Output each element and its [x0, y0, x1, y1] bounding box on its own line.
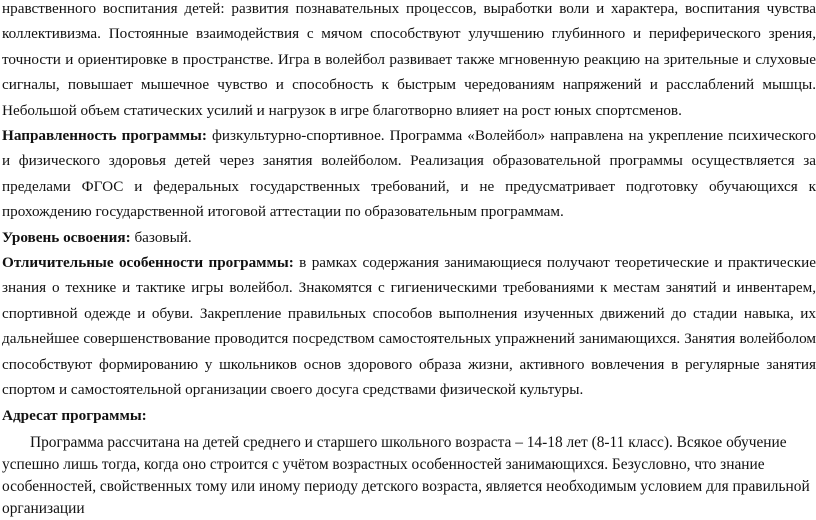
features-label: Отличительные особенности программы:: [2, 254, 294, 272]
features-paragraph: [0, 250, 816, 402]
intro-text: нравственного воспитания детей: развития познавательных процессов, выработки воли и характера, воспитания чувства коллективизма. Постоянные взаимодействия с мячом способствуют улучшению глубинного и периферического зрения, точности и ориентировке в пространстве. Игра в волейбол развивает также мгновенную реакцию на зрительные и слуховые сигналы, повышает мышечное чувство и способность к быстрым чередованиям напряжений и расслаблений мышцы. Небольшой объем статических усилий и нагрузок в игре благотворно влияет на рост юных спортсменов.: [2, 0, 816, 119]
level-text: базовый.: [130, 228, 192, 246]
direction-paragraph: [0, 123, 816, 225]
addressee-heading: Адресат программы:: [2, 406, 147, 424]
features-text: в рамках содержания занимающиеся получают теоретические и практические знания о технике и тактике игры волейбол. Знакомятся с гигиеническими требованиями к местам занятий и инвентарем, спортивной одежде и обуви. Закрепление правильных способов выполнения изученных движений до стадии навыка, их дальнейшее совершенствование проводится посредством самостоятельных упражнений занимающихся. Занятия волейболом способствуют формированию у школьников основ здорового образа жизни, активного вовлечения в регулярные занятия спортом и самостоятельной организации своего досуга средствами физической культуры.: [2, 254, 816, 399]
level-label: Уровень освоения:: [2, 228, 131, 246]
addressee-text: Программа рассчитана на детей среднего и старшего школьного возраста – 14-18 лет (8-11 класс). Всякое обучение успешно лишь тогда, когда оно строится с учётом возрастных особенностей занимающихся. Безусловно, что знание особенностей, свойственных тому или иному периоду детского возраста, является необходимым условием для правильной организации: [2, 433, 810, 517]
direction-text: физкультурно-спортивное. Программа «Волейбол» направлена на укрепление психического и физического здоровья детей через занятия волейболом. Реализация образовательной программы осуществляется за пределами ФГОС и федеральных государственных требований, и не предусматривает подготовку обучающихся к прохождению государственной итоговой аттестации по образовательным программам.: [2, 127, 816, 221]
direction-label: Направленность программы:: [2, 127, 207, 145]
intro-paragraph: [0, 0, 816, 123]
addressee-paragraph: [0, 432, 814, 520]
level-paragraph: [0, 225, 816, 250]
